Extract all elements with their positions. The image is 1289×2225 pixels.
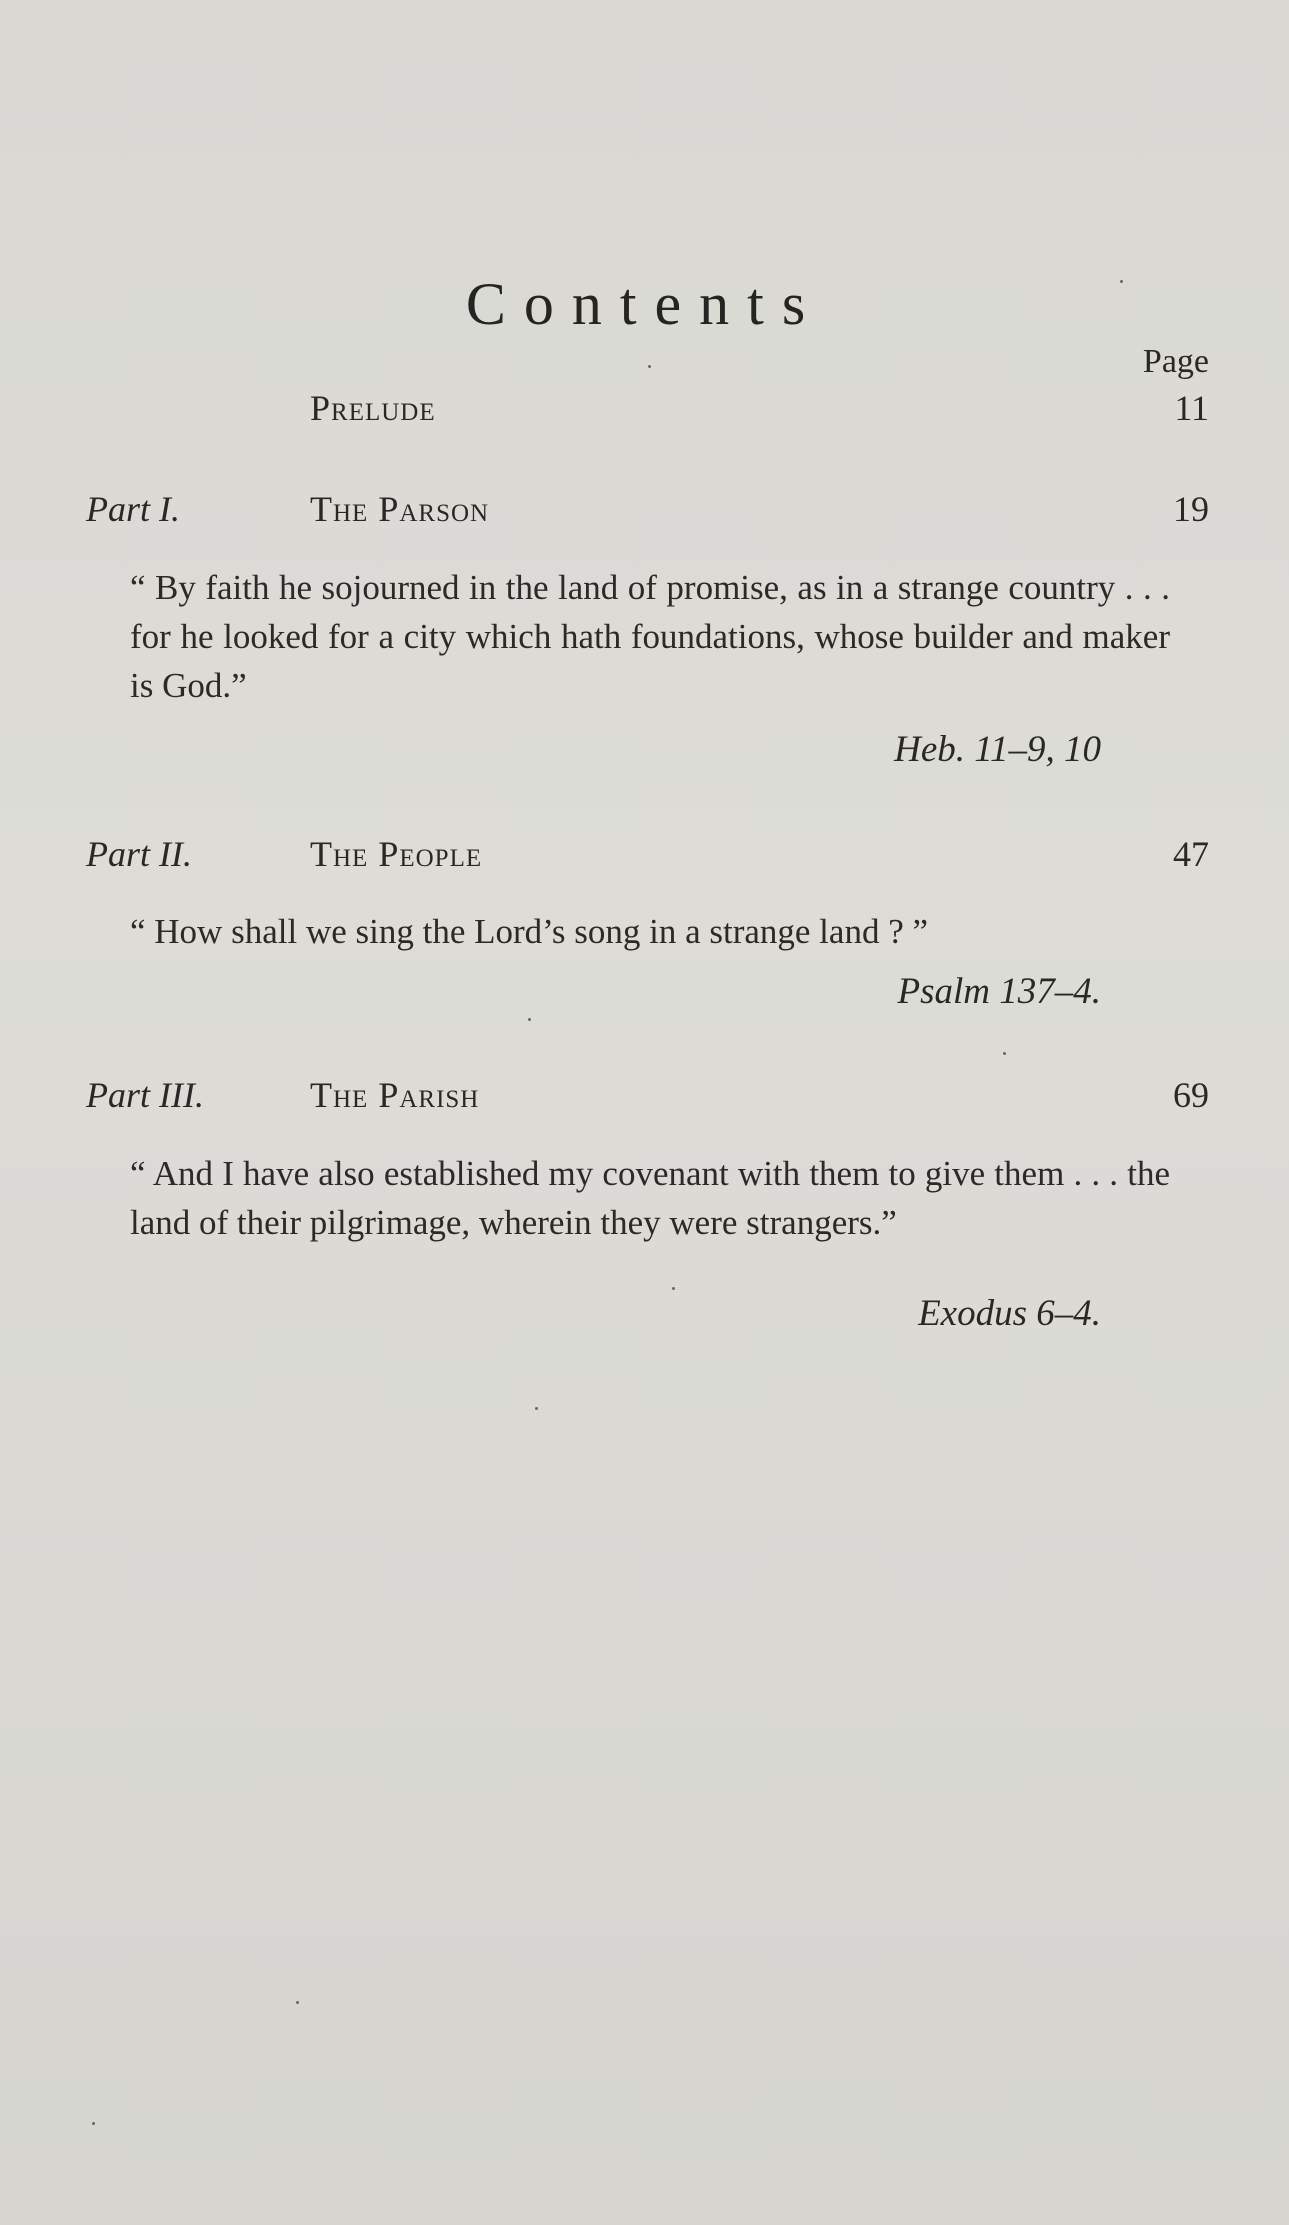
part-1-row <box>0 488 1289 538</box>
part-3-label: Part III. <box>86 1075 204 1115</box>
part-1-epigraph: “ By faith he sojourned in the land of promise, as in a strange country . . . for he looked for a city which hath foundations, whose builder and maker is God.” <box>130 568 1170 705</box>
part-2-page-number: 47 <box>1173 834 1209 874</box>
paper-speck <box>296 2001 299 2004</box>
part-1-page-number: 19 <box>1173 489 1209 529</box>
part-3-epigraph: “ And I have also established my covenant with them to give them . . . the land of their pilgrimage, wherein they were strangers.” <box>130 1154 1170 1242</box>
part-1-title: The Parson <box>310 489 490 529</box>
part-2-label: Part II. <box>86 834 192 874</box>
part-2-title: The People <box>310 834 483 874</box>
part-3-page-number: 69 <box>1173 1075 1209 1115</box>
part-3-row <box>0 1074 1289 1124</box>
prelude-row <box>0 387 1289 437</box>
part-3-title: The Parish <box>310 1075 480 1115</box>
prelude-page-number: 11 <box>1174 388 1209 428</box>
part-3-citation: Exodus 6–4. <box>918 1293 1101 1334</box>
contents-title: Contents <box>465 271 824 337</box>
part-1-citation: Heb. 11–9, 10 <box>894 729 1101 770</box>
prelude-title: Prelude <box>310 388 436 428</box>
paper-speck <box>1003 1052 1006 1055</box>
paper-speck <box>648 365 651 368</box>
part-2-citation: Psalm 137–4. <box>897 971 1101 1012</box>
paper-speck <box>1120 280 1123 283</box>
paper-speck <box>528 1018 531 1021</box>
part-2-epigraph: “ How shall we sing the Lord’s song in a strange land ? ” <box>130 912 929 951</box>
part-1-label: Part I. <box>86 489 180 529</box>
page-column-label: Page <box>1142 343 1209 380</box>
part-2-row <box>0 833 1289 883</box>
paper-speck <box>672 1287 675 1290</box>
paper-speck <box>92 2122 95 2125</box>
paper-speck <box>535 1407 538 1410</box>
